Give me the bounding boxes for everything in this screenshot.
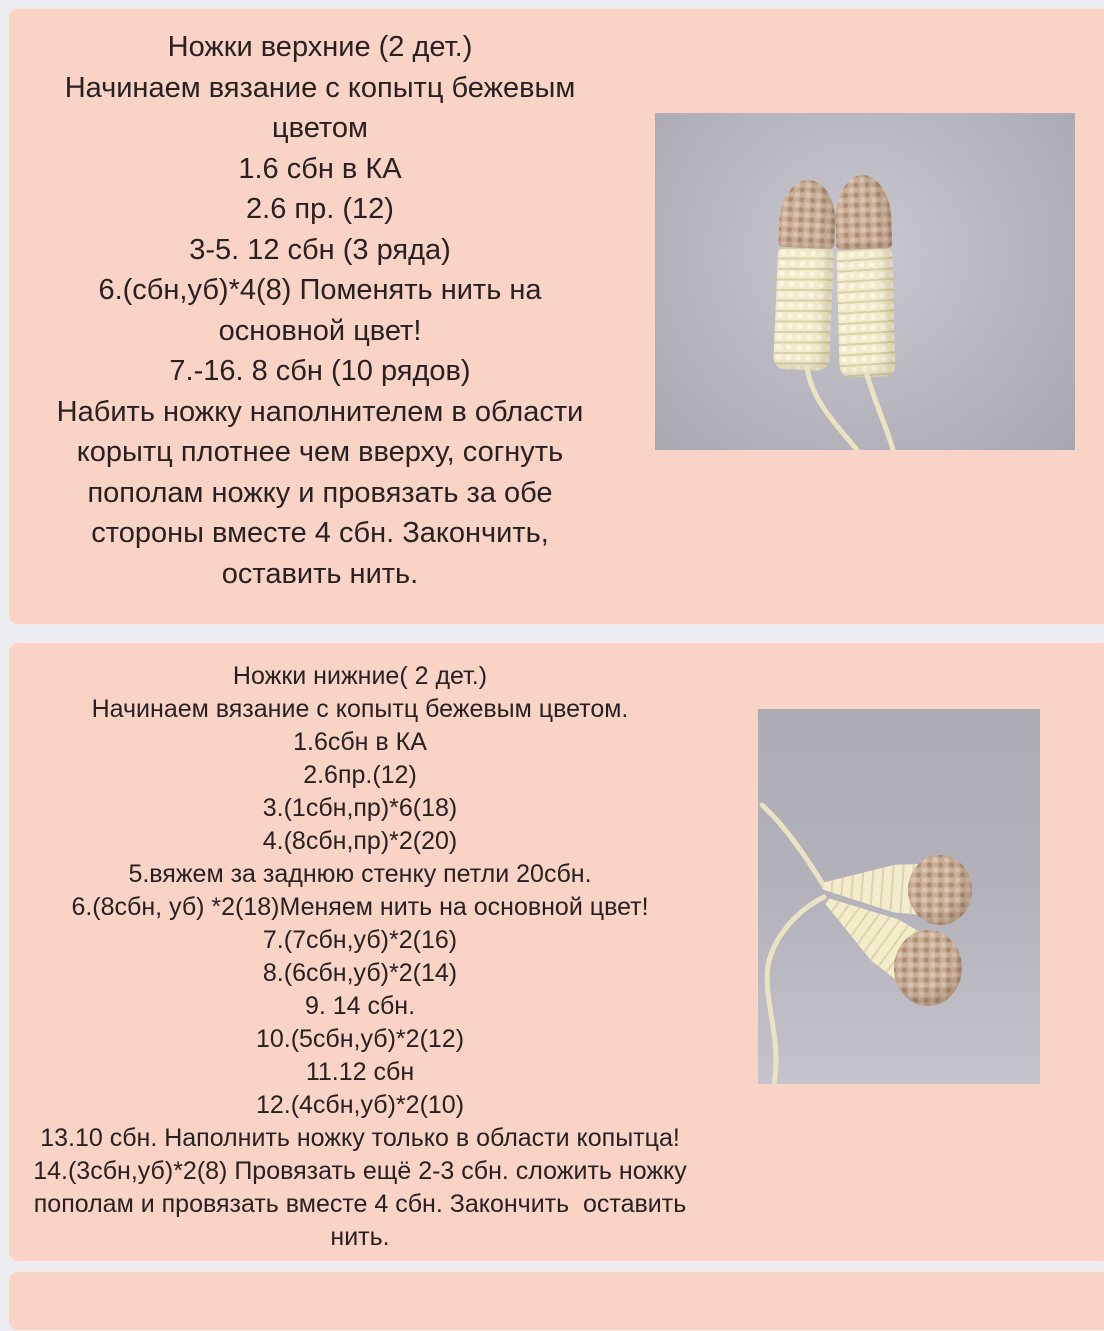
cone-leg-back-hoof bbox=[908, 855, 972, 925]
instruction-line: 6.(8сбн, уб) *2(18)Меняем нить на основной цвет! bbox=[71, 893, 649, 921]
instruction-line: пополам ножку и провязать за обе bbox=[87, 476, 553, 509]
instruction-line: 9. 14 сбн. bbox=[304, 992, 416, 1020]
instruction-line: 7.-16. 8 сбн (10 рядов) bbox=[169, 355, 471, 387]
section-title-lower: Ножки нижние( 2 дет.) bbox=[232, 662, 488, 690]
instruction-line: 2.6пр.(12) bbox=[303, 761, 417, 789]
instruction-line: 12.(4сбн,уб)*2(10) bbox=[255, 1091, 465, 1119]
instruction-line: основной цвет! bbox=[218, 314, 422, 347]
instruction-line: 2.6 пр. (12) bbox=[246, 193, 394, 225]
instruction-lines-lower bbox=[8, 693, 712, 1254]
instruction-line: 1.6сбн в КА bbox=[293, 728, 427, 756]
pattern-card-upper-legs bbox=[8, 8, 1104, 625]
instruction-line: 13.10 сбн. Наполнить ножку только в области копытца! bbox=[40, 1124, 680, 1152]
instruction-line: 10.(5сбн,уб)*2(12) bbox=[255, 1025, 465, 1053]
instruction-line: 8.(6сбн,уб)*2(14) bbox=[262, 959, 458, 987]
instruction-line: оставить нить. bbox=[221, 557, 419, 590]
instruction-line: 5.вяжем за заднюю стенку петли 20сбн. bbox=[128, 860, 592, 888]
instruction-line: корытц плотнее чем вверху, согнуть bbox=[76, 436, 564, 468]
photo-lower-legs bbox=[758, 709, 1040, 1084]
pattern-text-upper bbox=[8, 27, 632, 594]
photo-upper-legs bbox=[655, 113, 1075, 450]
instruction-lines-upper bbox=[8, 68, 632, 595]
cone-leg-front-hoof bbox=[894, 930, 962, 1006]
pattern-text-lower bbox=[8, 660, 712, 1254]
instruction-line: пополам и провязать вместе 4 сбн. Закончить оставить bbox=[33, 1190, 687, 1218]
instruction-line: 3-5. 12 сбн (3 ряда) bbox=[189, 233, 451, 266]
pattern-card-lower-legs bbox=[8, 642, 1104, 1262]
instruction-line: 11.12 сбн bbox=[305, 1058, 415, 1086]
instruction-line: 7.(7сбн,уб)*2(16) bbox=[262, 926, 458, 954]
instruction-line: 4.(8сбн,пр)*2(20) bbox=[262, 827, 458, 855]
instruction-line: Начинаем вязание с копытц бежевым bbox=[64, 71, 576, 104]
instruction-line: 14.(3сбн,уб)*2(8) Провязать ещё 2-3 сбн. сложить ножку bbox=[33, 1157, 687, 1185]
section-title-upper: Ножки верхние (2 дет.) bbox=[167, 31, 473, 63]
next-card-cropped bbox=[8, 1271, 1104, 1331]
instruction-line: стороны вместе 4 сбн. Закончить, bbox=[91, 517, 549, 549]
instruction-line: Набить ножку наполнителем в области bbox=[56, 395, 584, 428]
yarn-tails bbox=[655, 113, 1075, 450]
instruction-line: 3.(1сбн,пр)*6(18) bbox=[262, 794, 458, 822]
instruction-line: цветом bbox=[272, 112, 368, 144]
instruction-line: Начинаем вязание с копытц бежевым цветом. bbox=[91, 695, 629, 723]
instruction-line: нить. bbox=[330, 1223, 390, 1251]
instruction-line: 6.(сбн,уб)*4(8) Поменять нить на bbox=[98, 274, 542, 306]
instruction-line: 1.6 сбн в КА bbox=[238, 152, 402, 185]
